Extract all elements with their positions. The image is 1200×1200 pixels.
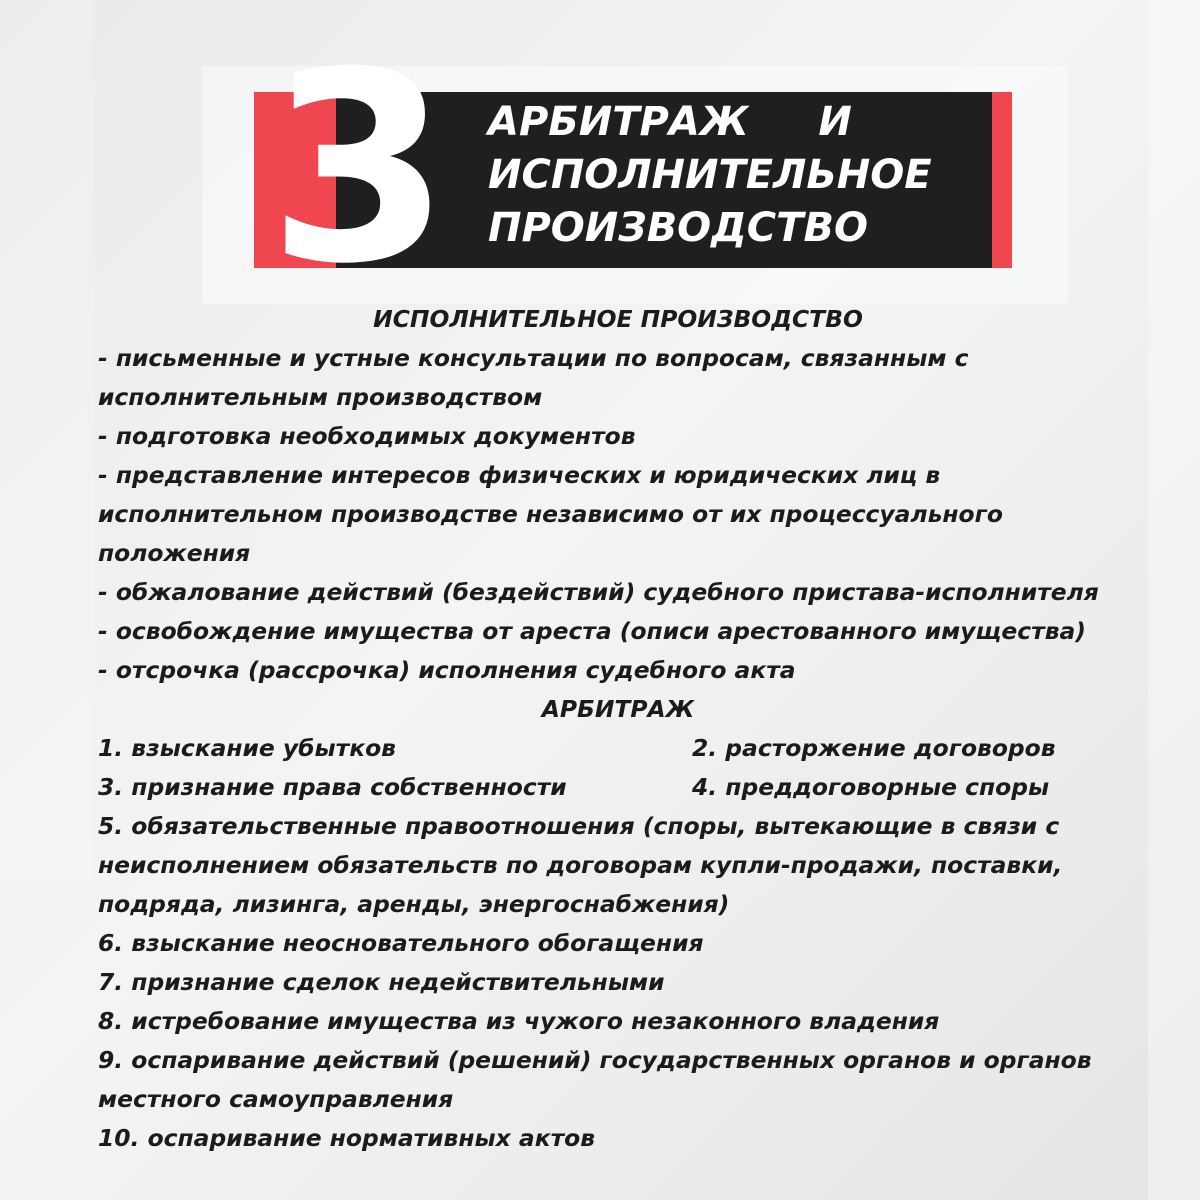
arbitration-list bbox=[98, 729, 1138, 1158]
list-item: местного самоуправления bbox=[98, 1085, 454, 1113]
list-item: 6. взыскание неосновательного обогащения bbox=[98, 929, 704, 957]
background-panel-left bbox=[0, 0, 94, 880]
list-item: 4. преддоговорные споры bbox=[692, 773, 1050, 801]
list-item: 2. расторжение договоров bbox=[692, 734, 1056, 762]
list-item: исполнительным производством bbox=[98, 383, 543, 411]
list-item: 7. признание сделок недействительными bbox=[98, 968, 665, 996]
list-item: положения bbox=[98, 539, 251, 567]
background-panel-right bbox=[1148, 0, 1200, 1200]
list-item: - подготовка необходимых документов bbox=[98, 422, 636, 450]
content bbox=[98, 300, 1138, 1158]
list-item: - освобождение имущества от ареста (описи арестованного имущества) bbox=[98, 617, 1086, 645]
list-item: 3. признание права собственности bbox=[98, 773, 567, 801]
list-item: 9. оспаривание действий (решений) государственных органов и органов bbox=[98, 1046, 1092, 1074]
list-item: - представление интересов физических и юридических лиц в bbox=[98, 461, 941, 489]
list-item: неисполнением обязательств по договорам купли-продажи, поставки, bbox=[98, 851, 1063, 879]
list-row bbox=[98, 729, 1138, 768]
list-item: 10. оспаривание нормативных актов bbox=[98, 1124, 595, 1152]
list-item: - обжалование действий (бездействий) судебного пристава-исполнителя bbox=[98, 578, 1099, 606]
list-item: 5. обязательственные правоотношения (споры, вытекающие в связи с bbox=[98, 812, 1060, 840]
list-item: исполнительном производстве независимо от их процессуального bbox=[98, 500, 1003, 528]
list-item: - письменные и устные консультации по вопросам, связанным с bbox=[98, 344, 969, 372]
list-item: подряда, лизинга, аренды, энергоснабжения) bbox=[98, 890, 730, 918]
header-title: АРБИТРАЖ И ИСПОЛНИТЕЛЬНОЕ ПРОИЗВОДСТВО bbox=[488, 99, 932, 251]
execution-list bbox=[98, 339, 1138, 690]
accent-bar-right bbox=[992, 92, 1012, 268]
section-number: 3 bbox=[268, 16, 445, 321]
execution-title: ИСПОЛНИТЕЛЬНОЕ ПРОИЗВОДСТВО bbox=[373, 305, 863, 333]
list-item: 8. истребование имущества из чужого незаконного владения bbox=[98, 1007, 940, 1035]
list-item: - отсрочка (рассрочка) исполнения судебного акта bbox=[98, 656, 796, 684]
arbitration-title: АРБИТРАЖ bbox=[541, 695, 695, 723]
list-row bbox=[98, 768, 1138, 807]
list-item: 1. взыскание убытков bbox=[98, 734, 396, 762]
